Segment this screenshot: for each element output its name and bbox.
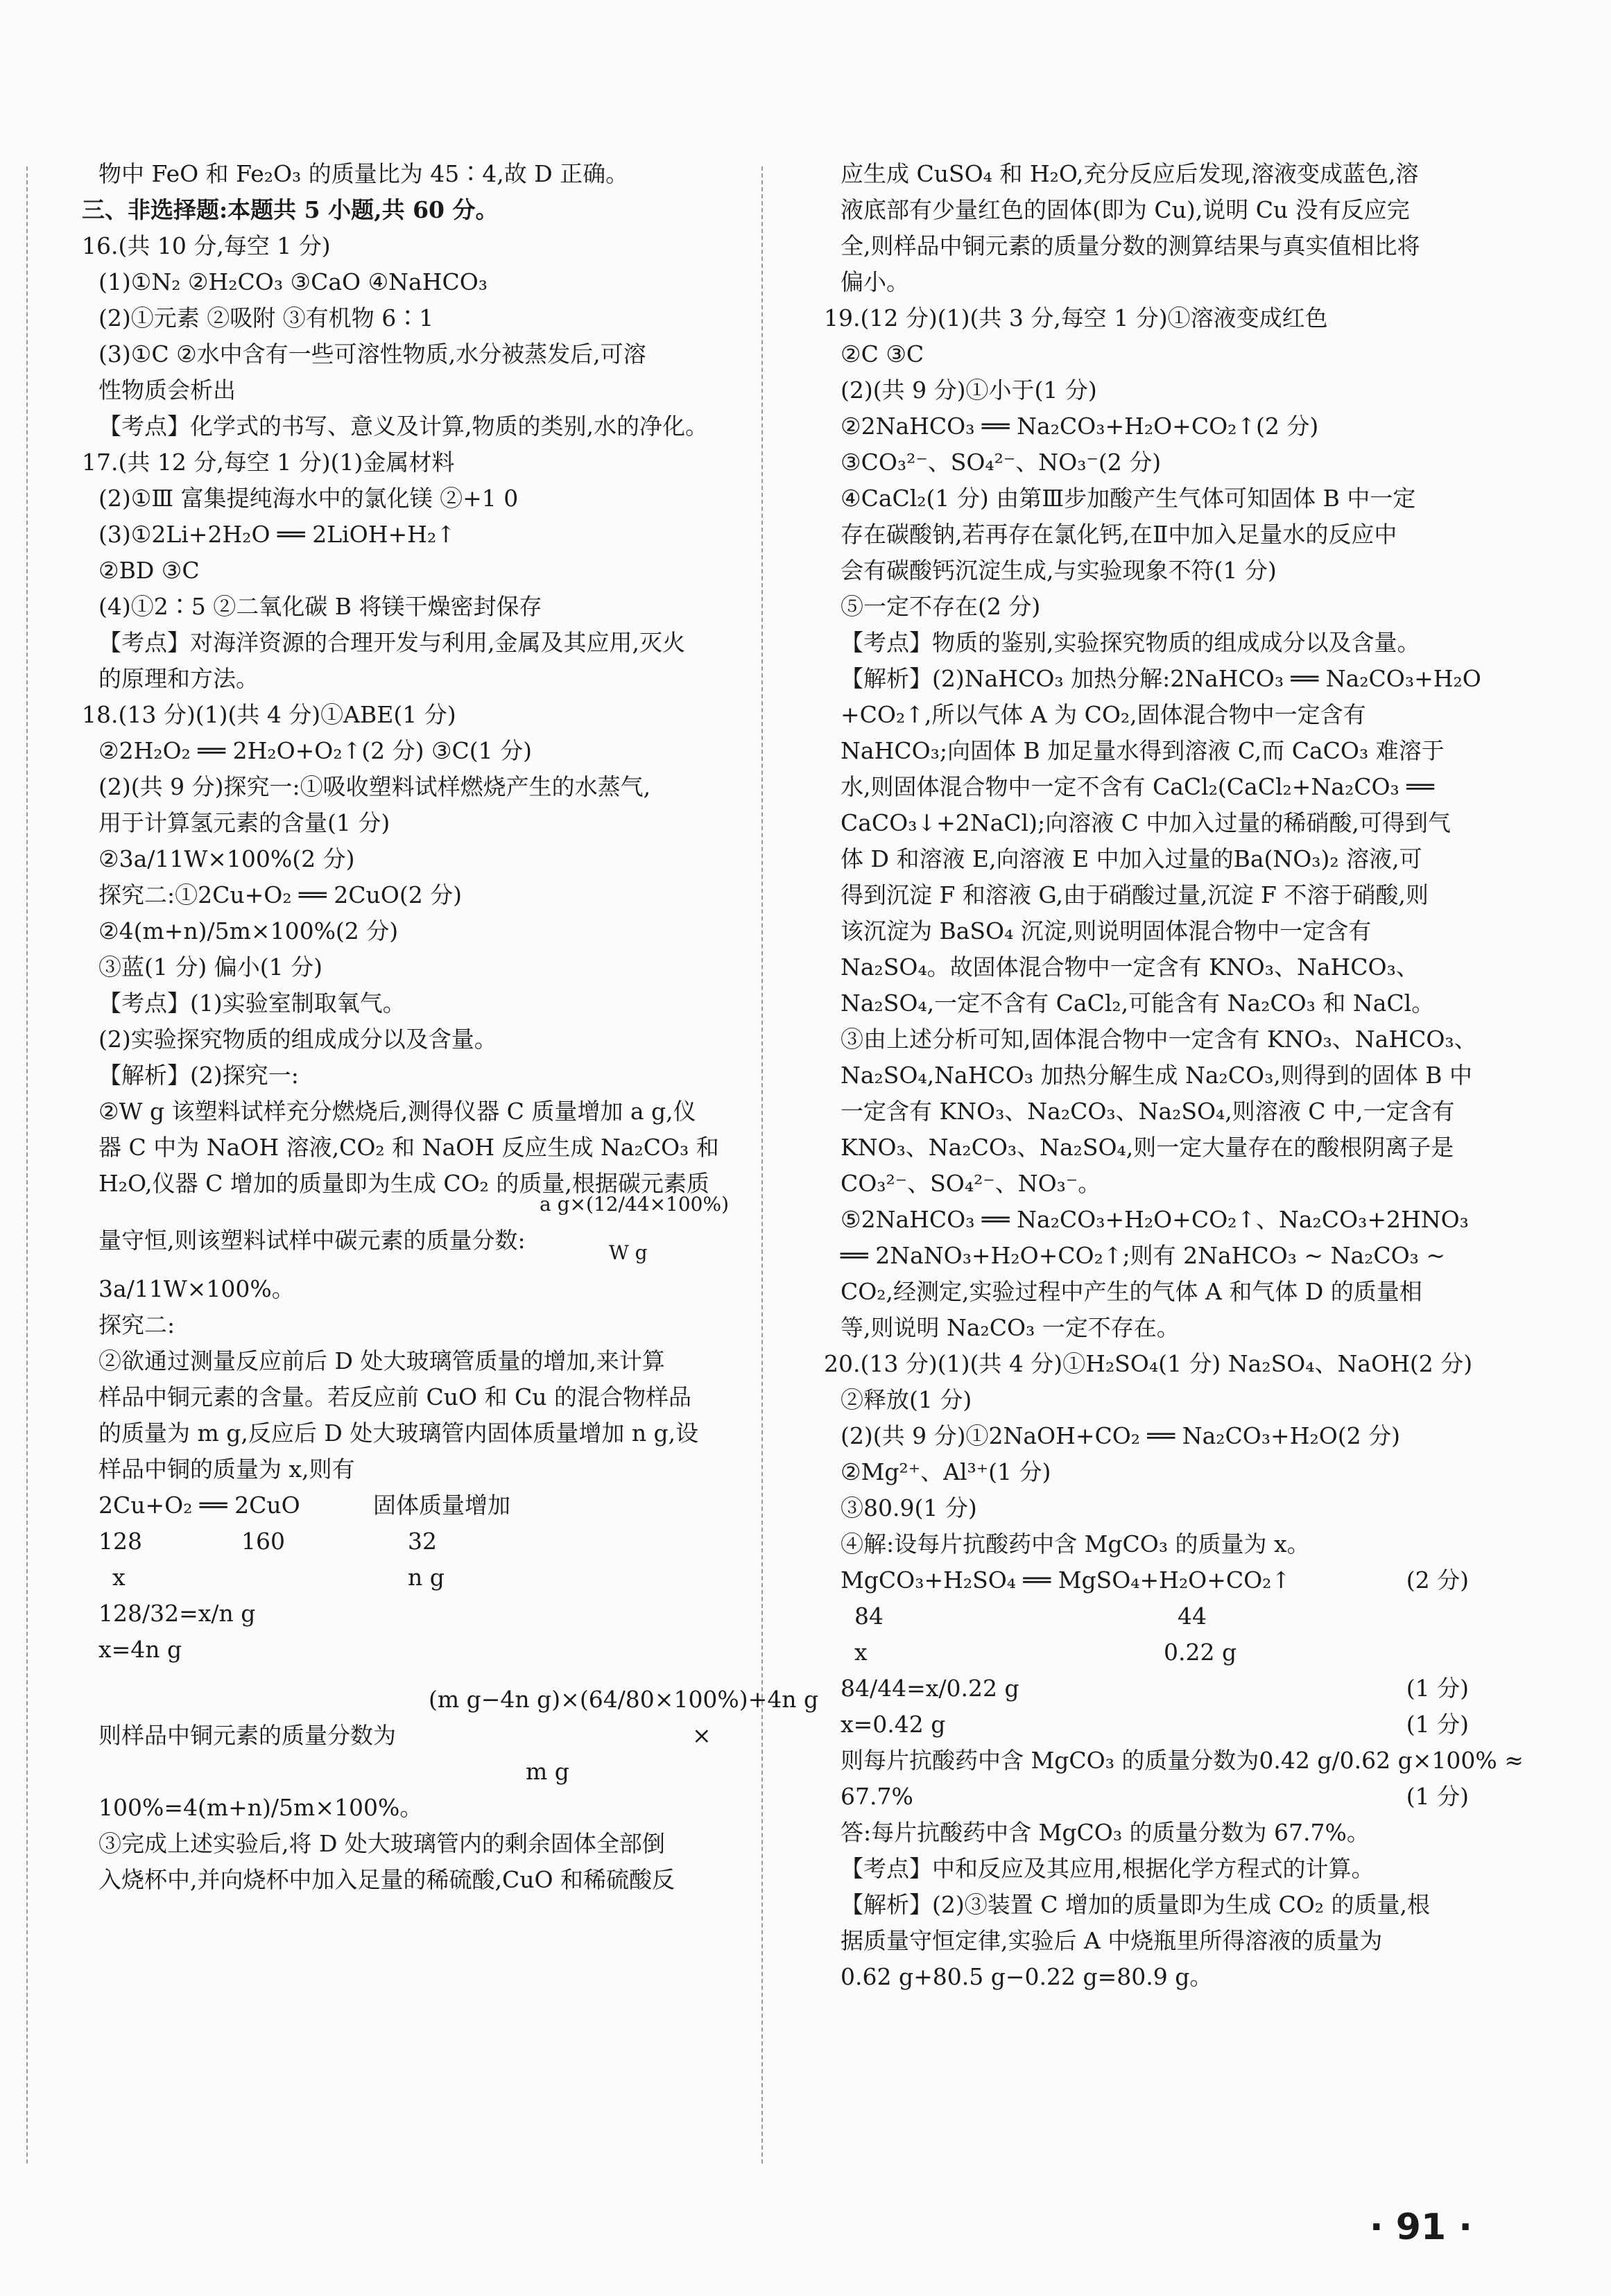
- text-line: 偏小。: [841, 268, 909, 295]
- text-line: 水,则固体混合物中一定不含有 CaCl₂(CaCl₂+Na₂CO₃ ══: [841, 773, 1434, 800]
- text-line: (1)①N₂ ②H₂CO₃ ③CaO ④NaHCO₃: [98, 268, 488, 295]
- text-line: 探究二:: [98, 1311, 175, 1338]
- question-16: 16.(共 10 分,每空 1 分): [82, 232, 331, 259]
- text-line: 样品中铜元素的含量。若反应前 CuO 和 Cu 的混合物样品: [98, 1383, 692, 1410]
- text-line: (3)①2Li+2H₂O ══ 2LiOH+H₂↑: [98, 521, 456, 548]
- text-line: (2)(共 9 分)探究一:①吸收塑料试样燃烧产生的水蒸气,: [98, 773, 651, 800]
- text-line: 物中 FeO 和 Fe₂O₃ 的质量比为 45∶4,故 D 正确。: [98, 160, 629, 187]
- formula-line: 84/44=x/0.22 g: [841, 1675, 1019, 1702]
- text-line: 据质量守恒定律,实验后 A 中烧瓶里所得溶液的质量为: [841, 1927, 1383, 1954]
- score-mark: (1 分): [1406, 1711, 1469, 1738]
- formula-line: x=0.42 g: [841, 1711, 946, 1738]
- calc-value: x: [854, 1639, 868, 1666]
- kaodian-note: 【考点】中和反应及其应用,根据化学方程式的计算。: [841, 1855, 1375, 1882]
- kaodian-note: 【考点】化学式的书写、意义及计算,物质的类别,水的净化。: [98, 413, 708, 440]
- calc-var-row: [82, 1560, 720, 1596]
- times-sign: ×: [692, 1722, 712, 1749]
- text-line: 全,则样品中铜元素的质量分数的测算结果与真实值相比将: [841, 232, 1420, 259]
- formula-line: x=4n g: [98, 1636, 182, 1663]
- calc-value: 128: [98, 1528, 142, 1555]
- text-line: CO₂,经测定,实验过程中产生的气体 A 和气体 D 的质量相: [841, 1278, 1422, 1305]
- equation-line: (2)(共 9 分)①2NaOH+CO₂ ══ Na₂CO₃+H₂O(2 分): [841, 1422, 1401, 1449]
- fraction-denominator: W g: [609, 1241, 648, 1264]
- text-line: ②欲通过测量反应前后 D 处大玻璃管质量的增加,来计算: [98, 1347, 665, 1374]
- text-line: (2)实验探究物质的组成成分以及含量。: [98, 1026, 497, 1053]
- text-line: 液底部有少量红色的固体(即为 Cu),说明 Cu 没有反应完: [841, 196, 1410, 223]
- text-line: ④解:设每片抗酸药中含 MgCO₃ 的质量为 x。: [841, 1530, 1310, 1557]
- text-line: ⑤一定不存在(2 分): [841, 593, 1041, 620]
- text-line: Na₂SO₄,一定不含有 CaCl₂,可能含有 Na₂CO₃ 和 NaCl。: [841, 990, 1435, 1017]
- text-line: (4)①2∶5 ②二氧化碳 B 将镁干燥密封保存: [98, 593, 542, 620]
- text-line: ②BD ③C: [98, 557, 200, 584]
- kaodian-note: 【考点】物质的鉴别,实验探究物质的组成成分以及含量。: [841, 629, 1420, 656]
- equation-line: 探究二:①2Cu+O₂ ══ 2CuO(2 分): [98, 881, 463, 908]
- calc-mass-row: [824, 1598, 1469, 1634]
- jiexi-note: 【解析】(2)NaHCO₃ 加热分解:2NaHCO₃ ══ Na₂CO₃+H₂O: [841, 665, 1481, 692]
- binding-line-middle: [761, 166, 763, 2164]
- text-line: ④CaCl₂(1 分) 由第Ⅲ步加酸产生气体可知固体 B 中一定: [841, 485, 1416, 512]
- calc-value: 32: [408, 1528, 437, 1555]
- copper-fraction-row: [82, 1718, 720, 1754]
- text-line: NaHCO₃;向固体 B 加足量水得到溶液 C,而 CaCO₃ 难溶于: [841, 737, 1445, 764]
- equation-line: ②2H₂O₂ ══ 2H₂O+O₂↑(2 分) ③C(1 分): [98, 737, 533, 764]
- text-line: 应生成 CuSO₄ 和 H₂O,充分反应后发现,溶液变成蓝色,溶: [841, 160, 1419, 187]
- fraction-denominator: m g: [526, 1758, 569, 1785]
- calc-value: x: [112, 1564, 126, 1591]
- text-line: 则每片抗酸药中含 MgCO₃ 的质量分数为0.42 g/0.62 g×100% ≈: [841, 1747, 1524, 1774]
- text-line: 量守恒,则该塑料试样中碳元素的质量分数:: [98, 1227, 526, 1254]
- text-line: ②W g 该塑料试样充分燃烧后,测得仪器 C 质量增加 a g,仪: [98, 1098, 696, 1125]
- text-line: 器 C 中为 NaOH 溶液,CO₂ 和 NaOH 反应生成 Na₂CO₃ 和: [98, 1134, 719, 1161]
- text-line: (2)(共 9 分)①小于(1 分): [841, 377, 1097, 404]
- text-line: 等,则说明 Na₂CO₃ 一定不存在。: [841, 1314, 1180, 1341]
- calc-value: 0.22 g: [1164, 1639, 1237, 1666]
- calc-mass-row: [82, 1524, 720, 1560]
- calc-equation-row: [82, 1487, 720, 1524]
- calc-var-row: [824, 1634, 1469, 1671]
- text-line: 存在碳酸钠,若再存在氯化钙,在Ⅱ中加入足量水的反应中: [841, 521, 1397, 548]
- formula-line: 3a/11W×100%。: [98, 1275, 295, 1302]
- percent-row: [824, 1779, 1469, 1815]
- calc-value: 84: [854, 1603, 884, 1630]
- binding-line-left: [26, 166, 28, 2164]
- text-line: 会有碳酸钙沉淀生成,与实验现象不符(1 分): [841, 557, 1277, 584]
- text-line: 该沉淀为 BaSO₄ 沉淀,则说明固体混合物中一定含有: [841, 917, 1372, 944]
- text-line: ③由上述分析可知,固体混合物中一定含有 KNO₃、NaHCO₃、: [841, 1026, 1477, 1053]
- text-line: 的质量为 m g,反应后 D 处大玻璃管内固体质量增加 n g,设: [98, 1419, 699, 1447]
- score-mark: (2 分): [1406, 1566, 1469, 1594]
- text-line: ②C ③C: [841, 340, 924, 368]
- ratio-row: [824, 1671, 1469, 1707]
- fraction-numerator: a g×(12/44×100%): [540, 1193, 730, 1216]
- text-line: ②Mg²⁺、Al³⁺(1 分): [841, 1458, 1051, 1485]
- jiexi-note: 【解析】(2)探究一:: [98, 1062, 299, 1089]
- text-line: 入烧杯中,并向烧杯中加入足量的稀硫酸,CuO 和稀硫酸反: [98, 1866, 675, 1893]
- question-18: 18.(13 分)(1)(共 4 分)①ABE(1 分): [82, 701, 456, 728]
- section-heading: 三、非选择题:本题共 5 小题,共 60 分。: [82, 196, 499, 223]
- calc-equation: 2Cu+O₂ ══ 2CuO: [98, 1492, 300, 1519]
- equation-line: ②2NaHCO₃ ══ Na₂CO₃+H₂O+CO₂↑(2 分): [841, 413, 1319, 440]
- text-line: ③完成上述实验后,将 D 处大玻璃管内的剩余固体全部倒: [98, 1830, 665, 1857]
- formula-line: ②3a/11W×100%(2 分): [98, 845, 355, 872]
- kaodian-note: 【考点】(1)实验室制取氧气。: [98, 990, 406, 1017]
- fraction-numerator: (m g−4n g)×(64/80×100%)+4n g: [429, 1686, 819, 1713]
- text-line: Na₂SO₄。故固体混合物中一定含有 KNO₃、NaHCO₃、: [841, 953, 1419, 981]
- equation-line: ⑤2NaHCO₃ ══ Na₂CO₃+H₂O+CO₂↑、Na₂CO₃+2HNO₃: [841, 1206, 1469, 1233]
- text-line: 样品中铜的质量为 x,则有: [98, 1456, 355, 1483]
- calc-value: 44: [1178, 1603, 1207, 1630]
- left-column: [82, 156, 819, 1898]
- text-line: (2)①Ⅲ 富集提纯海水中的氯化镁 ②+1 0: [98, 485, 519, 512]
- calc-equation: MgCO₃+H₂SO₄ ══ MgSO₄+H₂O+CO₂↑: [841, 1566, 1291, 1594]
- calc-value: n g: [408, 1564, 445, 1591]
- text-line: Na₂SO₄,NaHCO₃ 加热分解生成 Na₂CO₃,则得到的固体 B 中: [841, 1062, 1473, 1089]
- page-number: · 91 ·: [1369, 2207, 1472, 2248]
- text-line: CO₃²⁻、SO₄²⁻、NO₃⁻。: [841, 1170, 1101, 1197]
- text-line: (2)①元素 ②吸附 ③有机物 6∶1: [98, 304, 434, 331]
- calc-equation-row: [824, 1562, 1469, 1598]
- right-column: [824, 156, 1524, 1995]
- text-line: 性物质会析出: [98, 377, 236, 404]
- text-line: +CO₂↑,所以气体 A 为 CO₂,固体混合物中一定含有: [841, 701, 1366, 728]
- score-mark: (1 分): [1406, 1783, 1469, 1810]
- text-line: 则样品中铜元素的质量分数为: [98, 1722, 396, 1749]
- formula-line: ②4(m+n)/5m×100%(2 分): [98, 917, 399, 944]
- score-mark: (1 分): [1406, 1675, 1469, 1702]
- text-line: CaCO₃↓+2NaCl);向溶液 C 中加入过量的稀硝酸,可得到气: [841, 809, 1451, 836]
- text-line: H₂O,仪器 C 增加的质量即为生成 CO₂ 的质量,根据碳元素质: [98, 1170, 709, 1197]
- text-line: ②释放(1 分): [841, 1386, 972, 1413]
- text-line: 的原理和方法。: [98, 665, 259, 692]
- calc-label: 固体质量增加: [373, 1492, 510, 1519]
- text-line: ③CO₃²⁻、SO₄²⁻、NO₃⁻(2 分): [841, 449, 1162, 476]
- text-line: ③蓝(1 分) 偏小(1 分): [98, 953, 322, 981]
- formula-line: 100%=4(m+n)/5m×100%。: [98, 1794, 423, 1821]
- text-line: ══ 2NaNO₃+H₂O+CO₂↑;则有 2NaHCO₃ ~ Na₂CO₃ ~: [841, 1242, 1446, 1269]
- text-line: KNO₃、Na₂CO₃、Na₂SO₄,则一定大量存在的酸根阴离子是: [841, 1134, 1454, 1161]
- text-line: ③80.9(1 分): [841, 1494, 977, 1521]
- answer-line: 答:每片抗酸药中含 MgCO₃ 的质量分数为 67.7%。: [841, 1819, 1370, 1846]
- kaodian-note: 【考点】对海洋资源的合理开发与利用,金属及其应用,灭火: [98, 629, 685, 656]
- result-row: [824, 1707, 1469, 1743]
- text-line: 体 D 和溶液 E,向溶液 E 中加入过量的Ba(NO₃)₂ 溶液,可: [841, 845, 1422, 872]
- jiexi-note: 【解析】(2)③装置 C 增加的质量即为生成 CO₂ 的质量,根: [841, 1891, 1430, 1918]
- formula-line: 67.7%: [841, 1783, 913, 1810]
- formula-line: 128/32=x/n g: [98, 1600, 256, 1627]
- text-line: 0.62 g+80.5 g−0.22 g=80.9 g。: [841, 1963, 1213, 1990]
- question-17: 17.(共 12 分,每空 1 分)(1)金属材料: [82, 449, 455, 476]
- text-line: 一定含有 KNO₃、Na₂CO₃、Na₂SO₄,则溶液 C 中,一定含有: [841, 1098, 1455, 1125]
- question-19: 19.(12 分)(1)(共 3 分,每空 1 分)①溶液变成红色: [824, 304, 1328, 331]
- text-line: (3)①C ②水中含有一些可溶性物质,水分被蒸发后,可溶: [98, 340, 646, 368]
- text-line: 用于计算氢元素的含量(1 分): [98, 809, 390, 836]
- question-20: 20.(13 分)(1)(共 4 分)①H₂SO₄(1 分) Na₂SO₄、NaOH(2 分): [824, 1350, 1473, 1377]
- text-line: 得到沉淀 F 和溶液 G,由于硝酸过量,沉淀 F 不溶于硝酸,则: [841, 881, 1429, 908]
- calc-value: 160: [241, 1528, 285, 1555]
